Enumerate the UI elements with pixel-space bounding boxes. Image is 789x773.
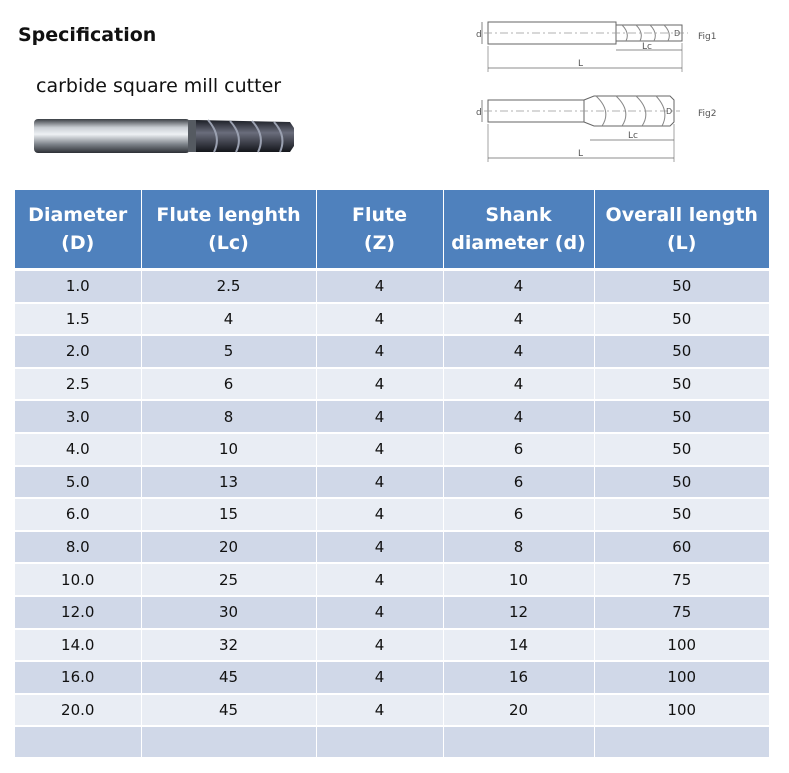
table-row [15,563,769,596]
empty-cell [141,726,316,758]
cell-diameter: 10.0 [15,563,141,596]
cell-shank-diameter: 14 [443,629,594,662]
table-row [15,596,769,629]
table-row-empty [15,726,769,758]
table-header-row [15,190,769,270]
table-row [15,270,769,303]
cell-diameter: 20.0 [15,694,141,727]
fig2-D-label: D [666,107,673,116]
cell-overall-length: 75 [594,563,769,596]
table-row [15,433,769,466]
fig1-l-label: L [578,59,584,69]
cell-flute-length: 25 [141,563,316,596]
cell-shank-diameter: 4 [443,400,594,433]
cell-flute: 4 [316,694,443,727]
cell-diameter: 1.5 [15,303,141,336]
header-flute: Flute (Z) [316,190,443,270]
table-row [15,466,769,499]
fig1-label: Fig1 [698,32,717,42]
table-row [15,400,769,433]
fig2-drawing [470,88,730,164]
page-title: Specification [18,24,157,46]
cell-overall-length: 50 [594,400,769,433]
table-row [15,629,769,662]
cell-diameter: 12.0 [15,596,141,629]
cell-shank-diameter: 4 [443,368,594,401]
header-overall-length: Overall length (L) [594,190,769,270]
cell-shank-diameter: 4 [443,335,594,368]
cell-flute: 4 [316,335,443,368]
cell-shank-diameter: 12 [443,596,594,629]
table-row [15,694,769,727]
cell-flute-length: 13 [141,466,316,499]
cell-flute-length: 32 [141,629,316,662]
cell-flute-length: 45 [141,694,316,727]
table-row [15,335,769,368]
table-row [15,531,769,564]
cell-flute-length: 20 [141,531,316,564]
header-flute-length: Flute lenghth (Lc) [141,190,316,270]
cell-flute: 4 [316,466,443,499]
cell-flute: 4 [316,498,443,531]
cell-shank-diameter: 20 [443,694,594,727]
cell-shank-diameter: 6 [443,466,594,499]
cell-overall-length: 50 [594,368,769,401]
product-name: carbide square mill cutter [36,75,282,97]
cell-flute-length: 10 [141,433,316,466]
table-row [15,368,769,401]
empty-cell [15,726,141,758]
fig1-d-label: d [476,30,482,40]
cell-diameter: 3.0 [15,400,141,433]
cell-flute-length: 15 [141,498,316,531]
cell-flute-length: 45 [141,661,316,694]
cell-flute: 4 [316,596,443,629]
cell-overall-length: 60 [594,531,769,564]
cell-shank-diameter: 4 [443,270,594,303]
cell-flute-length: 30 [141,596,316,629]
cell-shank-diameter: 16 [443,661,594,694]
cell-overall-length: 100 [594,694,769,727]
cell-overall-length: 75 [594,596,769,629]
empty-cell [594,726,769,758]
cell-diameter: 2.5 [15,368,141,401]
table-row [15,498,769,531]
cell-diameter: 14.0 [15,629,141,662]
cell-flute-length: 4 [141,303,316,336]
cell-flute: 4 [316,400,443,433]
cell-overall-length: 50 [594,498,769,531]
fig2-l-label: L [578,149,584,159]
cell-flute-length: 8 [141,400,316,433]
cell-diameter: 5.0 [15,466,141,499]
cell-flute: 4 [316,563,443,596]
cell-flute-length: 5 [141,335,316,368]
cell-overall-length: 50 [594,466,769,499]
cell-diameter: 6.0 [15,498,141,531]
cell-shank-diameter: 8 [443,531,594,564]
fig1-D-label: D [674,29,681,38]
header-shank-diameter: Shank diameter (d) [443,190,594,270]
fig2-d-label: d [476,108,482,118]
fig2-label: Fig2 [698,109,717,119]
header-diameter: Diameter (D) [15,190,141,270]
cell-shank-diameter: 10 [443,563,594,596]
cell-flute: 4 [316,433,443,466]
cell-shank-diameter: 6 [443,498,594,531]
empty-cell [443,726,594,758]
cell-overall-length: 50 [594,270,769,303]
cell-overall-length: 50 [594,303,769,336]
specification-table [15,190,769,759]
cell-flute: 4 [316,629,443,662]
cell-shank-diameter: 6 [443,433,594,466]
cell-flute-length: 6 [141,368,316,401]
table-row [15,661,769,694]
fig1-drawing [470,12,730,78]
fig2-lc-label: Lc [628,131,638,141]
fig1-lc-label: Lc [642,42,652,52]
cutter-image [32,112,297,160]
empty-cell [316,726,443,758]
cell-diameter: 8.0 [15,531,141,564]
cell-overall-length: 100 [594,661,769,694]
cell-flute: 4 [316,303,443,336]
cell-flute: 4 [316,368,443,401]
cell-flute: 4 [316,531,443,564]
table-row [15,303,769,336]
cell-diameter: 2.0 [15,335,141,368]
cell-overall-length: 50 [594,335,769,368]
cell-diameter: 1.0 [15,270,141,303]
cell-flute: 4 [316,661,443,694]
cell-diameter: 4.0 [15,433,141,466]
cell-overall-length: 50 [594,433,769,466]
cell-flute: 4 [316,270,443,303]
cell-flute-length: 2.5 [141,270,316,303]
cell-diameter: 16.0 [15,661,141,694]
cell-overall-length: 100 [594,629,769,662]
cell-shank-diameter: 4 [443,303,594,336]
